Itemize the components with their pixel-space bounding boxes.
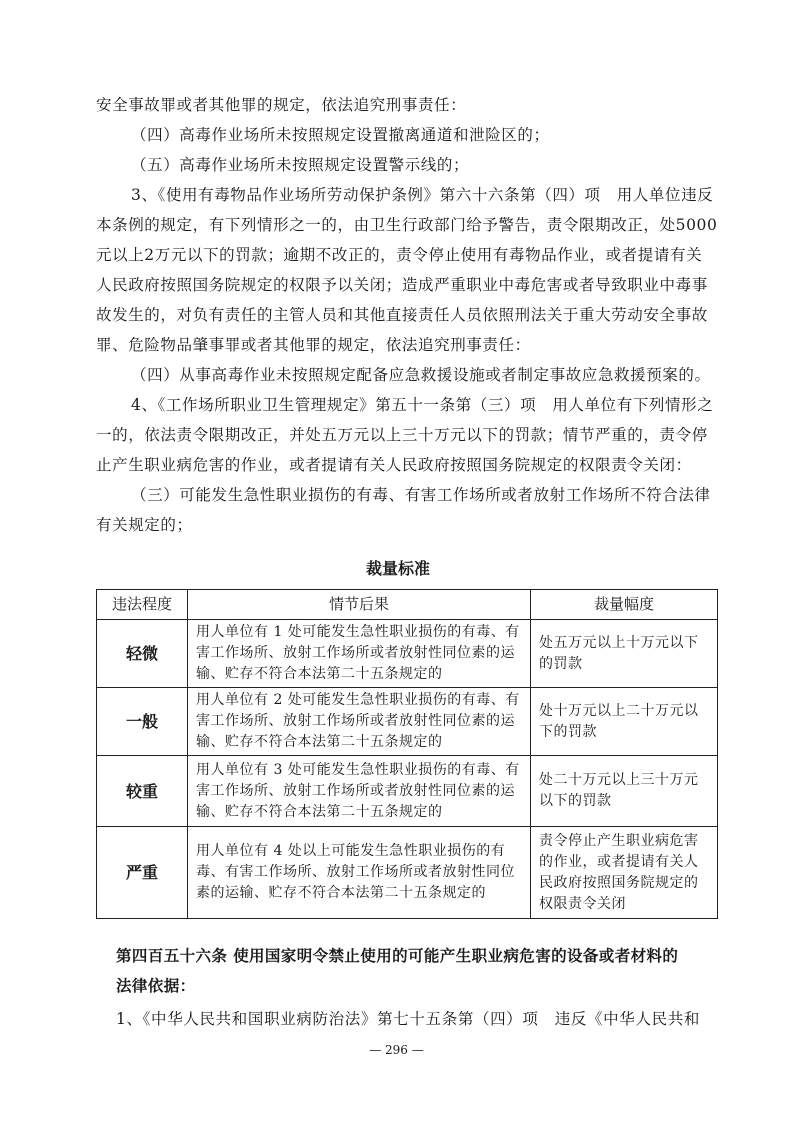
penalty-cell: 责令停止产生职业病危害的作业，或者提请有关人民政府按照国务院规定的权限责令关闭 <box>531 827 718 919</box>
paragraph-line: 元以上2万元以下的罚款；逾期不改正的，责令停止使用有毒物品作业，或者提请有关 <box>96 246 703 264</box>
penalty-cell: 处十万元以上二十万元以下的罚款 <box>531 688 718 756</box>
paragraph-line: 一的，依法责令限期改正，并处五万元以上三十万元以下的罚款；情节严重的，责令停 <box>96 426 708 444</box>
table-row <box>97 827 718 919</box>
level-cell: 较重 <box>97 756 188 827</box>
level-cell: 轻微 <box>97 620 188 688</box>
paragraph-line: 3、《使用有毒物品作业场所劳动保护条例》第六十六条第（四）项 用人单位违反 <box>131 186 714 204</box>
header-consequence: 情节后果 <box>188 590 531 620</box>
paragraph-line: （四）高毒作业场所未按照规定设置撤离通道和泄险区的； <box>131 126 550 144</box>
discretion-standard-table <box>96 589 718 919</box>
article-heading: 第四百五十六条 使用国家明令禁止使用的可能产生职业病危害的设备或者材料的 <box>116 947 679 965</box>
table-row <box>97 620 718 688</box>
table-header-row <box>97 590 718 620</box>
paragraph-line: 人民政府按照国务院规定的权限予以关闭；造成严重职业中毒危害或者导致职业中毒事 <box>96 276 708 294</box>
paragraph-line: 4、《工作场所职业卫生管理规定》第五十一条第（三）项 用人单位有下列情形之 <box>131 396 714 414</box>
level-cell: 一般 <box>97 688 188 756</box>
paragraph-line: 故发生的，对负有责任的主管人员和其他直接责任人员依照刑法关于重大劳动安全事故 <box>96 306 708 324</box>
paragraph-line: 有关规定的； <box>96 516 193 534</box>
penalty-cell: 处二十万元以上三十万元以下的罚款 <box>531 756 718 827</box>
paragraph-line: （四）从事高毒作业未按照规定配备应急救援设施或者制定事故应急救援预案的。 <box>131 366 711 384</box>
paragraph-line: （五）高毒作业场所未按照规定设置警示线的； <box>131 156 470 174</box>
paragraph-line: 安全事故罪或者其他罪的规定，依法追究刑事责任： <box>96 96 467 114</box>
consequence-cell: 用人单位有 1 处可能发生急性职业损伤的有毒、有害工作场所、放射工作场所或者放射性同位素的运输、贮存不符合本法第二十五条规定的 <box>188 620 531 688</box>
level-cell: 严重 <box>97 827 188 919</box>
table-row <box>97 688 718 756</box>
paragraph-line: 本条例的规定，有下列情形之一的，由卫生行政部门给予警告，责令限期改正，处5000 <box>96 216 718 234</box>
page-number: — 296 — <box>369 1043 424 1057</box>
consequence-cell: 用人单位有 2 处可能发生急性职业损伤的有毒、有害工作场所、放射工作场所或者放射性同位素的运输、贮存不符合本法第二十五条规定的 <box>188 688 531 756</box>
header-penalty-range: 裁量幅度 <box>531 590 718 620</box>
consequence-cell: 用人单位有 3 处可能发生急性职业损伤的有毒、有害工作场所、放射工作场所或者放射性同位素的运输、贮存不符合本法第二十五条规定的 <box>188 756 531 827</box>
paragraph-line: 止产生职业病危害的作业，或者提请有关人民政府按照国务院规定的权限责令关闭： <box>96 456 692 474</box>
consequence-cell: 用人单位有 4 处以上可能发生急性职业损伤的有毒、有害工作场所、放射工作场所或者放射性同位素的运输、贮存不符合本法第二十五条规定的 <box>188 827 531 919</box>
legal-basis-line: 1、《中华人民共和国职业病防治法》第七十五条第（四）项 违反《中华人民共和 <box>116 1010 700 1028</box>
table-title: 裁量标准 <box>365 559 430 578</box>
table-row <box>97 756 718 827</box>
article-heading-continued: 法律依据： <box>116 977 196 995</box>
penalty-cell: 处五万元以上十万元以下的罚款 <box>531 620 718 688</box>
header-violation-level: 违法程度 <box>97 590 188 620</box>
paragraph-line: 罪、危险物品肇事罪或者其他罪的规定，依法追究刑事责任： <box>96 336 531 354</box>
paragraph-line: （三）可能发生急性职业损伤的有毒、有害工作场所或者放射工作场所不符合法律 <box>131 486 711 504</box>
